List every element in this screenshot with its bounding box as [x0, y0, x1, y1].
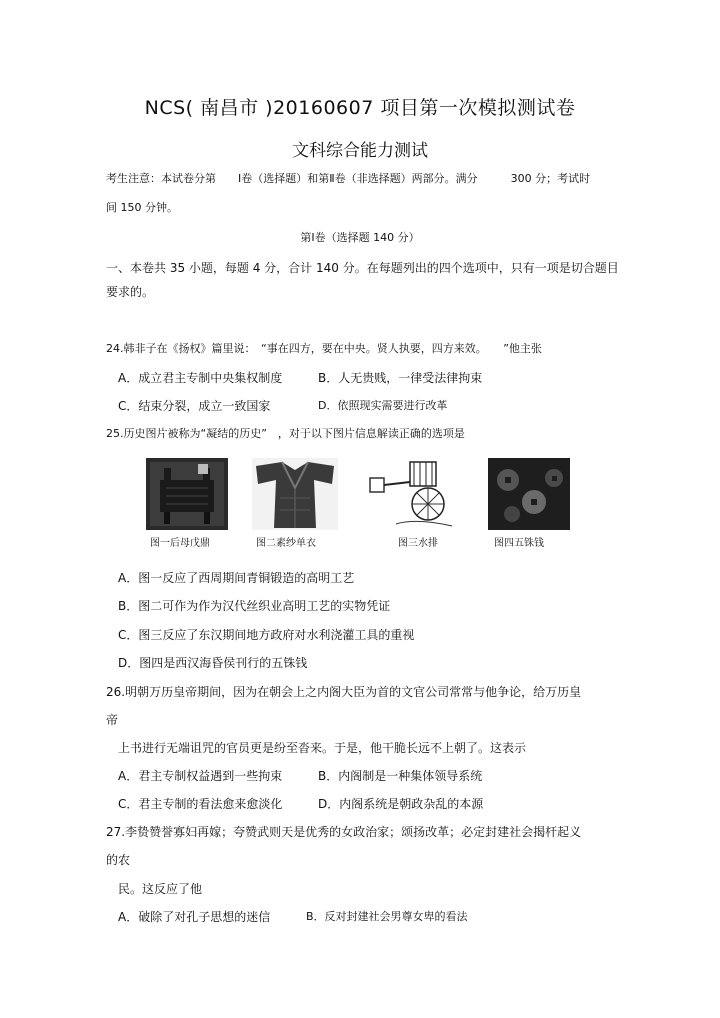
wuzhu-coin-photo-icon: [488, 458, 570, 530]
q25-option-d: D．图四是西汉海昏侯刊行的五铢钱: [118, 656, 308, 670]
q24-option-c: C．结束分裂，成立一致国家: [118, 399, 271, 413]
section-instruction-1: 一、本卷共 35 小题，每题 4 分，合计 140 分。在每题列出的四个选项中，只有一项是切合题目: [106, 261, 619, 275]
section-heading: 第Ⅰ卷（选择题 140 分）: [300, 231, 420, 244]
q26-option-b: B．内阁制是一种集体领导系统: [318, 769, 483, 783]
ding-vessel-photo-icon: [146, 458, 228, 530]
q25-option-c: C．图三反应了东汉期间地方政府对水利浇灌工具的重视: [118, 628, 415, 642]
q25-option-b: B．图二可作为作为汉代丝织业高明工艺的实物凭证: [118, 599, 391, 613]
q24-option-b: B．人无贵贱，一律受法律拘束: [318, 371, 483, 385]
water-bellows-drawing-icon: [366, 458, 456, 530]
q26-stem-line-2: 帝: [106, 713, 119, 727]
q25-stem: 25.历史图片被称为“凝结的历史” ，对于以下图片信息解读正确的选项是: [106, 427, 465, 440]
q27-stem-line-1: 27.李贽赞誉寡妇再嫁；夸赞武则天是优秀的女政治家；颂扬改革；必定封建社会揭杆起义: [106, 825, 582, 839]
q24-stem: 24.韩非子在《扬权》篇里说： “事在四方，要在中央。贤人执要，四方来效。 ”他主张: [106, 342, 542, 355]
exam-title: NCS( 南昌市 )20160607 项目第一次模拟测试卷: [144, 97, 576, 119]
q24-option-d: D．依照现实需要进行改革: [318, 399, 448, 412]
q25-option-a: A．图一反应了西周期间青铜锻造的高明工艺: [118, 571, 355, 585]
q26-stem-line-3: 上书进行无端诅咒的官员更是纷至沓来。于是，他干脆长远不上朝了。这表示: [118, 741, 527, 755]
q26-option-a: A．君主专制权益遇到一些拘束: [118, 769, 283, 783]
notice-line-1: 考生注意：本试卷分第 Ⅰ卷（选择题）和第Ⅱ卷（非选择题）两部分。满分 300 分；考试时: [106, 172, 591, 185]
silk-robe-photo-icon: [252, 458, 338, 530]
figure-4-caption: 图四五铢钱: [494, 538, 544, 549]
figure-2-caption: 图二素纱单衣: [256, 538, 316, 549]
q27-option-b: B．反对封建社会男尊女卑的看法: [306, 910, 468, 923]
figure-3-caption: 图三水排: [398, 538, 438, 549]
section-instruction-2: 要求的。: [106, 285, 155, 299]
figure-1-caption: 图一后母戊鼎: [150, 538, 210, 549]
q26-option-c: C．君主专制的看法愈来愈淡化: [118, 797, 283, 811]
exam-subtitle: 文科综合能力测试: [292, 141, 428, 161]
q27-stem-line-3: 民。这反应了他: [118, 882, 203, 896]
q24-option-a: A．成立君主专制中央集权制度: [118, 371, 283, 385]
q27-option-a: A．破除了对孔子思想的迷信: [118, 910, 271, 924]
q26-option-d: D．内阁系统是朝政杂乱的本源: [318, 797, 484, 811]
q26-stem-line-1: 26.明朝万历皇帝期间，因为在朝会上之内阁大臣为首的文官公司常常与他争论，给万历皇: [106, 685, 582, 699]
notice-line-2: 间 150 分钟。: [106, 201, 178, 214]
q27-stem-line-2: 的农: [106, 853, 131, 867]
